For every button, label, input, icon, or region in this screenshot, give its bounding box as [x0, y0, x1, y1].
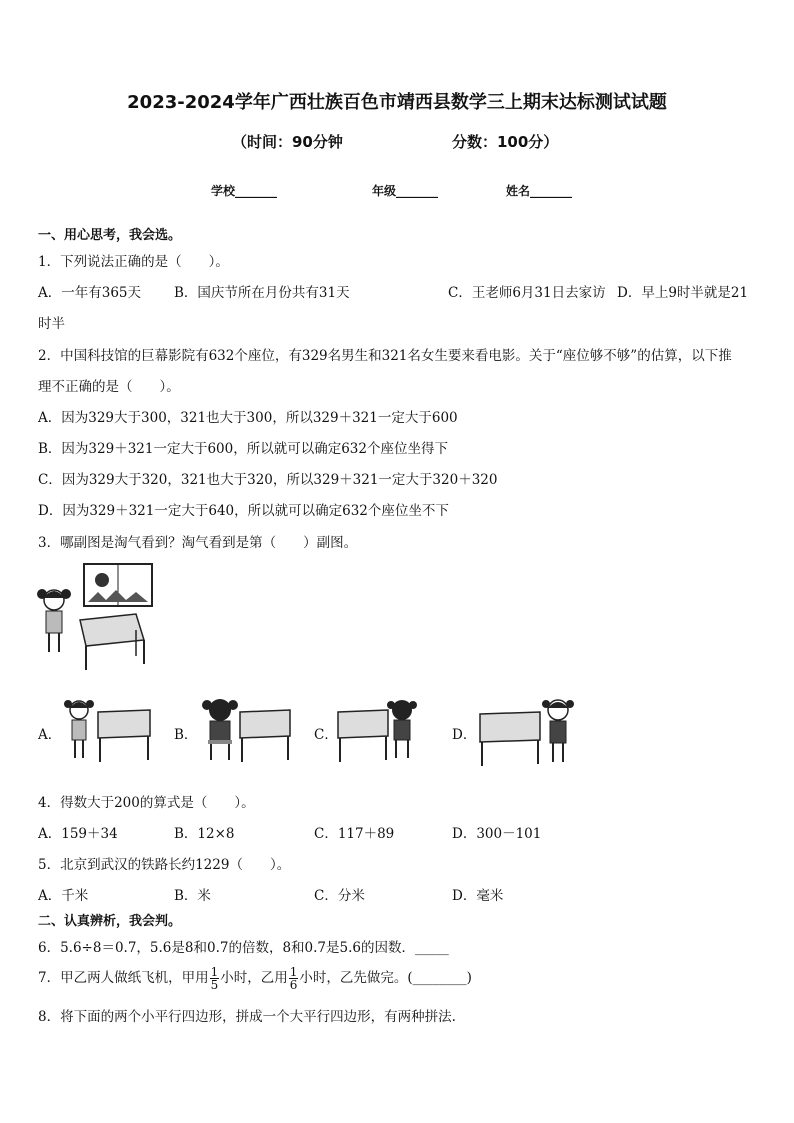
q7-fraction-2-numerator: 1	[289, 965, 298, 979]
q1-stem: 1．下列说法正确的是（ ）。	[38, 254, 229, 270]
q2-option-b: B．因为329＋321一定大于600，所以就可以确定632个座位坐得下	[38, 441, 448, 457]
q5-option-c: C．分米	[314, 888, 365, 904]
q7-fraction-2	[289, 966, 299, 991]
q3-option-b-figure	[198, 696, 294, 766]
q7-text-post: 小时，乙先做完。(________)	[299, 970, 472, 986]
q1-option-d: D．早上9时半就是21	[617, 285, 749, 301]
q2-option-a: A．因为329大于300，321也大于300，所以329＋321一定大于600	[38, 410, 458, 426]
q7-fraction-1	[210, 966, 220, 991]
q4-option-d: D．300－101	[452, 826, 542, 842]
exam-score: 分数：100分）	[452, 133, 559, 151]
q3-option-d-figure	[478, 694, 580, 768]
q7-fraction-1-denominator: 5	[210, 978, 219, 992]
page-title: 2023-2024学年广西壮族百色市靖西县数学三上期末达标测试试题	[127, 92, 667, 113]
q3-option-c-figure	[336, 696, 422, 766]
q1-option-a: A．一年有365天	[38, 285, 142, 301]
section-1-heading: 一、用心思考，我会选。	[38, 228, 182, 243]
section-2-heading: 二、认真辨析，我会判。	[38, 914, 182, 929]
q4-option-c: C．117＋89	[314, 826, 395, 842]
grade-field: 年级_______	[372, 184, 439, 198]
exam-time: （时间：90分钟	[232, 133, 343, 151]
q3-option-c-label: C．	[314, 727, 338, 743]
q4-option-a: A．159＋34	[38, 826, 118, 842]
q2-option-c: C．因为329大于320，321也大于320，所以329＋321一定大于320＋320	[38, 472, 498, 488]
q7-text-pre: 7．甲乙两人做纸飞机，甲用	[38, 970, 209, 986]
q1-option-d-cont: 时半	[38, 316, 65, 332]
q4-stem: 4．得数大于200的算式是（ ）。	[38, 795, 255, 811]
q1-option-b: B．国庆节所在月份共有31天	[174, 285, 350, 301]
q6-statement: 6．5.6÷8＝0.7，5.6是8和0.7的倍数，8和0.7是5.6的因数．_____	[38, 940, 449, 956]
q3-option-d-label: D．	[452, 727, 477, 743]
q2-stem-line1: 2．中国科技馆的巨幕影院有632个座位，有329名男生和321名女生要来看电影。关于“座位够不够”的估算，以下推	[38, 348, 732, 364]
q2-stem-line2: 理不正确的是（ ）。	[38, 379, 180, 395]
name-field: 姓名_______	[506, 184, 573, 198]
q7-fraction-2-denominator: 6	[289, 978, 298, 992]
q3-stem: 3．哪副图是淘气看到？淘气看到是第（ ）副图。	[38, 535, 358, 551]
q2-option-d: D．因为329＋321一定大于640，所以就可以确定632个座位坐不下	[38, 503, 449, 519]
q7-text-mid: 小时，乙用	[220, 970, 288, 986]
q7-statement	[38, 966, 472, 991]
q8-statement: 8．将下面的两个小平行四边形，拼成一个大平行四边形，有两种拼法.	[38, 1009, 456, 1025]
q5-option-a: A．千米	[38, 888, 89, 904]
school-field: 学校_______	[211, 184, 278, 198]
q5-option-b: B．米	[174, 888, 211, 904]
q5-stem: 5．北京到武汉的铁路长约1229（ ）。	[38, 857, 291, 873]
q3-main-figure	[36, 556, 166, 674]
q7-fraction-1-numerator: 1	[210, 965, 219, 979]
q3-option-b-label: B．	[174, 727, 198, 743]
q4-option-b: B．12×8	[174, 826, 235, 842]
q3-option-a-figure	[62, 696, 154, 766]
q1-option-c: C．王老师6月31日去家访	[448, 285, 606, 301]
q5-option-d: D．毫米	[452, 888, 504, 904]
q3-option-a-label: A．	[38, 727, 62, 743]
